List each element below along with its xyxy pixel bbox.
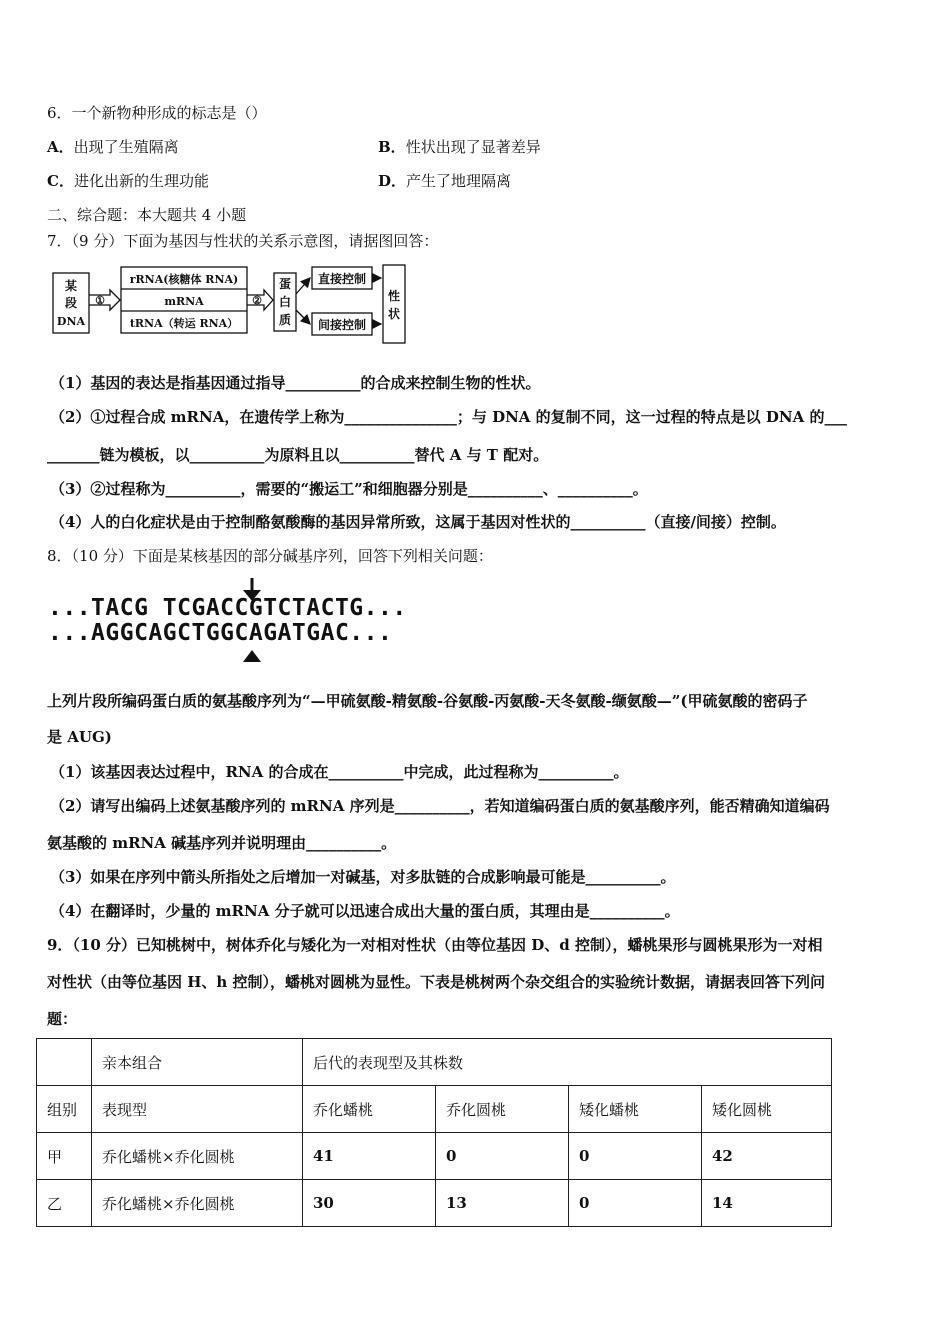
- table-header: 后代的表现型及其株数: [303, 1039, 832, 1086]
- option-letter: A．: [47, 138, 74, 156]
- q8-part3: （3）如果在序列中箭头所指处之后增加一对碱基，对多肽链的合成影响最可能是__________。: [50, 868, 676, 886]
- option-text: 出现了生殖隔离: [73, 138, 179, 156]
- diagram-trait-label: 状: [387, 307, 401, 321]
- section-heading: 二、综合题：本大题共 4 小题: [47, 206, 247, 224]
- q7-part1: （1）基因的表达是指基因通过指导__________的合成来控制生物的性状。: [50, 374, 541, 392]
- table-cell: 41: [303, 1133, 436, 1180]
- option-text: 进化出新的生理功能: [73, 172, 209, 190]
- diagram-trait-label: 性: [387, 289, 401, 303]
- table-header: 亲本组合: [92, 1039, 303, 1086]
- option-letter: B．: [378, 138, 406, 156]
- gene-trait-diagram: [50, 262, 410, 346]
- table-cell: 乔化蟠桃×乔化圆桃: [92, 1133, 303, 1180]
- table-cell: [37, 1039, 92, 1086]
- table-cell: 42: [702, 1133, 832, 1180]
- q8-part4: （4）在翻译时，少量的 mRNA 分子就可以迅速合成出大量的蛋白质，其理由是__________。: [50, 902, 680, 920]
- q6-stem: 6．一个新物种形成的标志是（）: [47, 104, 267, 122]
- q7-part2-line2: _______链为模板，以__________为原料且以__________替代 A 与 T 配对。: [47, 446, 549, 464]
- q7-part3: （3）②过程称为__________，需要的“搬运工”和细胞器分别是__________、__________。: [50, 480, 648, 498]
- table-row: [37, 1180, 832, 1227]
- q9-stem-line3: 题：: [47, 1010, 78, 1028]
- q8-intro-line2: 是 AUG): [47, 728, 112, 746]
- dna-sequence: [48, 596, 407, 646]
- diagram-trna-label: tRNA（转运 RNA）: [129, 317, 239, 330]
- diagram-step2-label: ②: [252, 294, 262, 307]
- q7-part2-line1: （2）①过程合成 mRNA，在遗传学上称为_______________；与 DNA 的复制不同，这一过程的特点是以 DNA 的___: [50, 408, 847, 426]
- arrow-up-icon: [240, 648, 264, 664]
- trait-box: [383, 265, 405, 343]
- table-header: 乔化圆桃: [436, 1086, 569, 1133]
- table-cell: 甲: [37, 1133, 92, 1180]
- q7-stem: 7．（9 分）下面为基因与性状的关系示意图，请据图回答：: [47, 232, 439, 250]
- cross-results-table: [36, 1038, 832, 1227]
- dna-strand-2: ...AGGCAGCTGGCAGATGAC...: [48, 620, 393, 646]
- q8-intro-line1: 上列片段所编码蛋白质的氨基酸序列为“—甲硫氨酸-精氨酸-谷氨酸-丙氨酸-天冬氨酸-缬氨酸—”(甲硫氨酸的密码子: [47, 692, 808, 710]
- diagram-dna-label: DNA: [56, 315, 86, 328]
- arrow-indirect-icon: [296, 310, 310, 324]
- option-text: 性状出现了显著差异: [405, 138, 541, 156]
- diagram-indirect-label: 间接控制: [317, 318, 367, 332]
- q8-part2-line2: 氨基酸的 mRNA 碱基序列并说明理由__________。: [47, 834, 397, 852]
- table-header: 乔化蟠桃: [303, 1086, 436, 1133]
- table-cell: 0: [569, 1133, 702, 1180]
- option-text: 产生了地理隔离: [406, 172, 512, 190]
- diagram-dna-label: 段: [64, 296, 78, 310]
- diagram-step1-label: ①: [95, 294, 105, 307]
- arrow-direct-icon: [296, 278, 310, 294]
- diagram-mrna-label: mRNA: [164, 295, 204, 308]
- q6-option-a[interactable]: [47, 136, 179, 157]
- q6-option-d[interactable]: [378, 170, 511, 191]
- diagram-protein-label: 质: [278, 313, 292, 327]
- q9-stem-line2: 对性状（由等位基因 H、h 控制），蟠桃对圆桃为显性。下表是桃树两个杂交组合的实验统计数据，请据表回答下列问: [47, 973, 826, 991]
- q8-part2-line1: （2）请写出编码上述氨基酸序列的 mRNA 序列是__________，若知道编码蛋白质的氨基酸序列，能否精确知道编码: [50, 797, 830, 815]
- diagram-direct-label: 直接控制: [317, 272, 367, 286]
- table-cell: 0: [569, 1180, 702, 1227]
- table-cell: 0: [436, 1133, 569, 1180]
- dna-strand-1: ...TACG TCGACCGTCTACTG...: [48, 595, 407, 621]
- table-header: 表现型: [92, 1086, 303, 1133]
- table-cell: 30: [303, 1180, 436, 1227]
- diagram-rrna-label: rRNA(核糖体 RNA): [129, 273, 239, 286]
- table-row: [37, 1133, 832, 1180]
- table-header: 矮化蟠桃: [569, 1086, 702, 1133]
- diagram-protein-label: 白: [278, 295, 292, 309]
- q8-stem: 8．（10 分）下面是某核基因的部分碱基序列，回答下列相关问题：: [47, 547, 493, 565]
- diagram-dna-label: 某: [64, 279, 78, 293]
- table-header: 矮化圆桃: [702, 1086, 832, 1133]
- q7-part4: （4）人的白化症状是由于控制酪氨酸酶的基因异常所致，这属于基因对性状的__________（直接/间接）控制。: [50, 513, 786, 531]
- table-cell: 14: [702, 1180, 832, 1227]
- diagram-protein-label: 蛋: [278, 277, 292, 291]
- q6-option-b[interactable]: [378, 136, 541, 157]
- q8-part1: （1）该基因表达过程中，RNA 的合成在__________中完成，此过程称为__________。: [50, 763, 629, 781]
- option-letter: D．: [378, 172, 407, 190]
- q6-option-c[interactable]: [47, 170, 209, 191]
- table-cell: 乙: [37, 1180, 92, 1227]
- option-letter: C．: [47, 172, 74, 190]
- q9-stem-line1: 9．（10 分）已知桃树中，树体乔化与矮化为一对相对性状（由等位基因 D、d 控制），蟠桃果形与圆桃果形为一对相: [47, 936, 823, 954]
- table-cell: 13: [436, 1180, 569, 1227]
- table-cell: 乔化蟠桃×乔化圆桃: [92, 1180, 303, 1227]
- table-header: 组别: [37, 1086, 92, 1133]
